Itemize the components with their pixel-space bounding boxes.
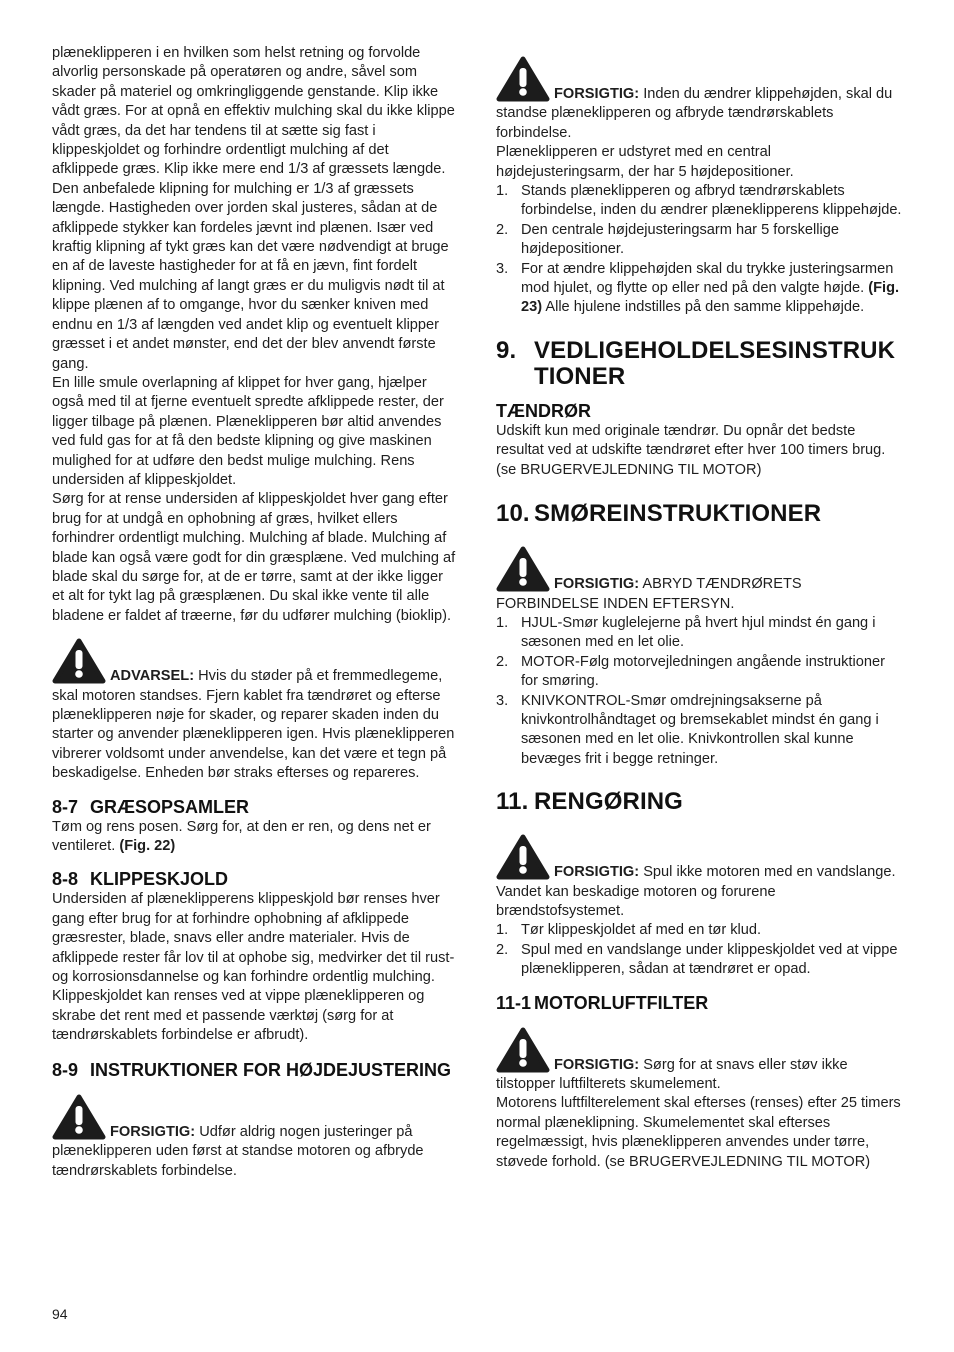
- section-8-9-heading: [52, 1059, 456, 1081]
- list-item-number: 2.: [496, 941, 509, 958]
- caution-block-lubrication: [496, 546, 902, 614]
- list-item-text: Stands plæneklipperen og afbryd tændrørskablets forbindelse, inden du ændrer plæneklipperens klippehøjde.: [521, 183, 902, 219]
- caution-block-air-filter: [496, 1027, 902, 1095]
- right-column: [496, 44, 902, 1172]
- caution-text: [496, 1056, 902, 1095]
- list-item-text: MOTOR-Følg motorvejledningen angående instruktioner for smøring.: [521, 653, 885, 690]
- intro-paragraph-4: Sørg for at rense undersiden af klippeskjoldet hver gang efter brug for at undgå en ophobning af græs, hvilket ellers forhindrer ordentligt mulching. Mulching af blade. Mulching af blade kan også være godt for din græsplæne. Ved mulching af blade skal du sørge for, at de er tørre, samt at der ikke ligger et alt for tykt lag på græsplænen. Du skal ikke vente til alle bladene er faldet af træerne, før du udfører mulching (bioklip).: [52, 491, 456, 624]
- spark-plug-heading: TÆNDRØR: [496, 400, 591, 421]
- section-8-8-title: KLIPPESKJOLD: [90, 869, 229, 890]
- intro-paragraph-2: Den anbefalede klipning for mulching er 1/3 af græssets længde. Hastigheden over jorden skal justeres, sådan at de afklippede stykker kan fordeles jævnt ind plænen. Især ved kraftig klipning af tykt græs kan det være nødvendigt at bruge en af de laveste hastigheder for at få en jævn, fint fordelt klipning. Ved mulching af langt græs er du muligvis nødt til at klippe plænen af to omgange, hvor du sænker kniven med endnu en 1/3 af længden ved andet klip og eventuelt klipper græsset i et andet mønster, end det der blev anvendt første gang.: [52, 180, 449, 372]
- list-item: [496, 653, 902, 692]
- caution-text: [496, 863, 902, 921]
- section-8-8-text: Undersiden af plæneklipperens klippeskjold bør renses hver gang efter brug for at forhindre ophobning af afklippede græsrester, blade, snavs eller andre materialer. Hvis de afklippede rester får lov til at ophobe sig, medvirker det til rust- og korrosionsdannelse og kan forhindre ordentlig mulching. Klippeskjoldet kan renses ved at vippe plæneklipperen og skrabe det rent med et passende værktøj (sørg for at tændrørskablets forbindelse er afbrudt).: [52, 891, 455, 1044]
- list-item-number: 3.: [496, 260, 509, 277]
- section-8-7-text: [52, 818, 456, 857]
- list-item: [496, 182, 902, 221]
- intro-paragraph-3: En lille smule overlapning af klippet for hver gang, hjælper også med til at fjerne eventuelt spredte afklippede rester, der ligger tilbage på plænen. Plæneklipperen bør altid anvendes ved fuld gas for at få den bedste klipning og give maskinen mulighed for at udføre den bedst mulige mulching. Rens undersiden af klippeskjoldet.: [52, 374, 444, 488]
- left-column: [52, 44, 456, 1181]
- caution-body: Sørg for at snavs eller støv ikke tilstopper luftfilterets skumelement.: [496, 1056, 848, 1092]
- lubrication-list: [496, 614, 902, 769]
- section-11-title: RENGØRING: [534, 788, 683, 816]
- list-item: [496, 692, 902, 770]
- caution-icon: [496, 1027, 550, 1073]
- section-10-heading: [496, 501, 902, 527]
- warning-text: [52, 667, 456, 783]
- caution-label: FORSIGTIG:: [554, 1056, 640, 1073]
- section-8-8-number: 8-8: [52, 869, 79, 890]
- caution-body: ABRYD TÆNDRØRETS FORBINDELSE INDEN EFTERSYN.: [496, 576, 802, 612]
- caution-block-cleaning: [496, 834, 902, 921]
- list-item-text-continued: Alle hjulene indstilles på den samme klippehøjde.: [542, 299, 865, 316]
- warning-block: [52, 638, 456, 783]
- caution-label: FORSIGTIG:: [554, 576, 640, 593]
- caution-icon: [496, 834, 550, 880]
- caution-label: FORSIGTIG:: [110, 1123, 196, 1140]
- list-item-text: HJUL-Smør kuglelejerne på hvert hjul mindst én gang i sæsonen med en let olie.: [521, 614, 876, 651]
- warning-label: ADVARSEL:: [110, 668, 195, 685]
- list-item-number: 2.: [496, 653, 509, 670]
- section-8-7-body: Tøm og rens posen. Sørg for, at den er ren, og dens net er ventileret.: [52, 818, 431, 855]
- section-8-7-figref: (Fig. 22): [119, 838, 176, 855]
- caution-body: Spul ikke motoren med en vandslange. Vandet kan beskadige motoren og forurene brændstofsystemet.: [496, 864, 896, 919]
- list-item-text: KNIVKONTROL-Smør omdrejningsakserne på knivkontrolhåndtaget og bremsekablet mindst én gang i sæsonen med en let olie. Knivkontrollen skal kunne bevæges frit i begge retninger.: [521, 692, 879, 767]
- list-item: [496, 221, 902, 260]
- section-9-heading: [496, 338, 902, 390]
- list-item: [496, 614, 902, 653]
- list-item-number: 1.: [496, 922, 509, 939]
- caution-label: FORSIGTIG:: [554, 864, 640, 881]
- list-item-text: Spul med en vandslange under klippeskjoldet ved at vippe plæneklipperen, sådan at tændrøret er opad.: [521, 941, 898, 978]
- caution-label: FORSIGTIG:: [554, 86, 640, 102]
- section-11-heading: [496, 789, 902, 815]
- height-intro: Plæneklipperen er udstyret med en central højdejusteringsarm, der har 5 højdepositioner.: [496, 144, 794, 180]
- caution-block-8-9: [52, 1094, 456, 1181]
- section-8-7-heading: [52, 796, 456, 818]
- caution-body: Udfør aldrig nogen justeringer på plæneklipperen uden først at standse motoren og afbryde tændrørskablets forbindelse.: [52, 1123, 424, 1179]
- list-item-text: For at ændre klippehøjden skal du trykke justeringsarmen mod hjulet, og flytte op eller ned på den valgte højde.: [521, 260, 894, 297]
- section-10-title: SMØREINSTRUKTIONER: [534, 500, 822, 528]
- caution-icon: [52, 1094, 106, 1140]
- section-8-7-number: 8-7: [52, 796, 79, 817]
- section-11-1-title: MOTORLUFTFILTER: [534, 992, 709, 1013]
- caution-block-height: [496, 56, 902, 143]
- warning-body: Hvis du støder på et fremmedlegeme, skal motoren standses. Fjern kablet fra tændrøret og efterse plæneklipperen nøje for skader, og reparer skaden inden du starter og anvender plæneklipperen igen. Hvis plæneklipperen vibrerer voldsomt under anvendelse, kan det være et tegn på beskadigelse. Enheden bør straks efterses og repareres.: [52, 668, 455, 782]
- section-9-number: 9.: [496, 336, 517, 364]
- list-item-number: 2.: [496, 221, 509, 238]
- warning-icon: [52, 638, 106, 684]
- section-8-8-heading: [52, 868, 456, 890]
- list-item-text: Tør klippeskjoldet af med en tør klud.: [521, 922, 762, 939]
- list-item-number: 3.: [496, 692, 509, 709]
- caution-text: [52, 1123, 456, 1181]
- caution-body: Inden du ændrer klippehøjden, skal du standse plæneklipperen og afbryde tændrørskablets forbindelse.: [496, 86, 893, 141]
- list-item-text: Den centrale højdejusteringsarm har 5 forskellige højdepositioner.: [521, 221, 839, 258]
- cleaning-list: [496, 921, 902, 979]
- list-item: [496, 941, 902, 980]
- caution-text: [496, 575, 902, 614]
- intro-paragraph-1: plæneklipperen i en hvilken som helst retning og forvolde alvorlig personskade på operatøren og andre, såvel som skader på materiel og omkringliggende genstande. Klip ikke vådt græs. For at opnå en effektiv mulching skal du ikke klippe vådt græs, da det har tendens til at sætte sig fast i klippeskjoldet og forhindre ordentligt mulching af det afklippede græs. Klip ikke mere end 1/3 af græssets længde.: [52, 45, 455, 178]
- section-11-1-heading: [496, 992, 902, 1014]
- spark-plug-text: Udskift kun med originale tændrør. Du opnår det bedste resultat ved at udskifte tændrøret efter hver 100 timers brug. (se BRUGERVEJLEDNING TIL MOTOR): [496, 422, 886, 478]
- section-9-title: VEDLIGEHOLDELSESINSTRUK TIONER: [534, 336, 895, 390]
- list-item-figref: (Fig. 23): [521, 280, 900, 316]
- section-8-9-number: 8-9: [52, 1059, 79, 1080]
- height-steps-list: [496, 182, 902, 318]
- list-item: [496, 921, 902, 940]
- section-10-number: 10.: [496, 500, 530, 528]
- section-8-9-title: INSTRUKTIONER FOR HØJDEJUSTERING: [90, 1059, 452, 1080]
- section-8-7-title: GRÆSOPSAMLER: [90, 796, 250, 817]
- list-item: [496, 260, 902, 318]
- section-11-1-number: 11-1: [496, 992, 532, 1013]
- page-number: 94: [52, 1306, 68, 1322]
- list-item-number: 1.: [496, 183, 509, 200]
- caution-text: [496, 85, 902, 143]
- list-item-number: 1.: [496, 614, 509, 631]
- air-filter-text: Motorens luftfilterelement skal efterses (renses) efter 25 timers normal plæneklipning. Skumelementet skal efterses regelmæssigt, hvis plæneklipperen anvendes under tørre, støvede forhold. (se BRUGERVEJLEDNING TIL MOTOR): [496, 1095, 901, 1170]
- caution-icon: [496, 56, 550, 102]
- caution-icon: [496, 546, 550, 592]
- section-11-number: 11.: [496, 788, 529, 816]
